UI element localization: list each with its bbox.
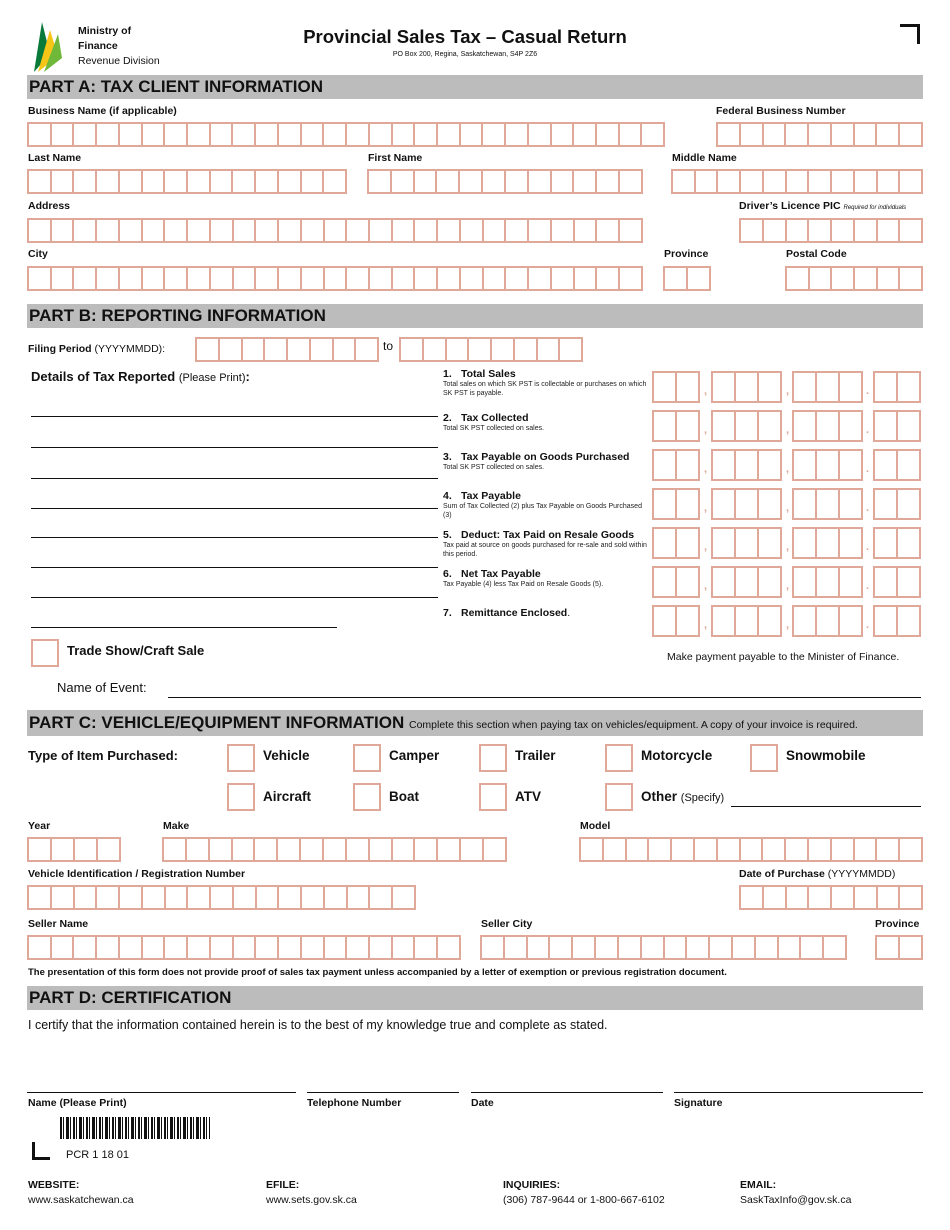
filing-period-end-input[interactable] — [399, 337, 583, 362]
seller-name-label: Seller Name — [28, 918, 89, 930]
other-specify-line[interactable] — [731, 806, 921, 807]
details-line-4[interactable] — [31, 508, 438, 509]
comma-sep: , — [704, 424, 708, 436]
details-line-8[interactable] — [31, 627, 337, 628]
business-name-input[interactable] — [27, 122, 665, 147]
email-heading: EMAIL: — [740, 1179, 777, 1191]
dl-pic-label: Driver’s Licence PIC Required for individuals — [739, 200, 907, 212]
province-input[interactable] — [663, 266, 711, 291]
comma-sep: , — [704, 541, 708, 553]
decimal-sep: . — [866, 424, 870, 436]
date-of-purchase-input[interactable] — [739, 885, 923, 910]
middle-name-input[interactable] — [671, 169, 923, 194]
signature-line[interactable] — [674, 1092, 923, 1093]
comma-sep: , — [786, 541, 790, 553]
seller-province-label: Province — [875, 918, 920, 930]
vehicle-label: Vehicle — [263, 748, 310, 763]
boat-label: Boat — [389, 789, 419, 804]
first-name-input[interactable] — [367, 169, 643, 194]
item-tax-payable-goods: 3. Tax Payable on Goods Purchased Total SK PST collected on sales. — [443, 451, 630, 471]
signature-label: Signature — [674, 1097, 723, 1109]
dl-pic-input[interactable] — [739, 218, 923, 243]
ministry-name: Ministry of Finance — [78, 25, 132, 52]
remittance-cents[interactable] — [873, 605, 921, 637]
date-of-purchase-label: Date of Purchase (YYYYMMDD) — [739, 868, 896, 880]
comma-sep: , — [704, 580, 708, 592]
item-tax-paid-resale: 5. Deduct: Tax Paid on Resale Goods Tax paid at source on goods purchased for re-sale and sold within this period. — [443, 529, 647, 558]
name-line[interactable] — [27, 1092, 296, 1093]
form-address: PO Box 200, Regina, Saskatchewan, S4P 2Z6 — [392, 51, 538, 58]
decimal-sep: . — [866, 541, 870, 553]
trade-show-label: Trade Show/Craft Sale — [67, 643, 205, 658]
website-link[interactable]: www.saskatchewan.ca — [28, 1194, 134, 1206]
tax-collected-amount[interactable] — [792, 410, 863, 442]
comma-sep: , — [786, 424, 790, 436]
model-label: Model — [580, 820, 611, 832]
address-input[interactable] — [27, 218, 643, 243]
filing-period-label: Filing Period (YYYYMMDD): — [28, 343, 166, 355]
form-code: PCR 1 18 01 — [66, 1149, 129, 1161]
item-tax-payable: 4. Tax Payable Sum of Tax Collected (2) plus Tax Payable on Goods Purchased (3) — [443, 490, 642, 519]
resale-tax-cents[interactable] — [873, 527, 921, 559]
item-net-tax-payable: 6. Net Tax Payable Tax Payable (4) less Tax Paid on Resale Goods (5). — [443, 568, 604, 588]
efile-link[interactable]: www.sets.gov.sk.ca — [266, 1194, 357, 1206]
tax-payable-amount[interactable] — [652, 488, 700, 520]
disclaimer: The presentation of this form does not provide proof of sales tax payment unless accompanied by a letter of exemption or previous registration document. — [28, 967, 727, 978]
comma-sep: , — [786, 385, 790, 397]
barcode — [60, 1117, 210, 1139]
part-b-header: PART B: REPORTING INFORMATION — [27, 304, 923, 328]
other-label: Other (Specify) — [641, 789, 725, 804]
part-d-header: PART D: CERTIFICATION — [27, 986, 923, 1010]
payable-note: Make payment payable to the Minister of Finance. — [667, 651, 900, 663]
snowmobile-checkbox[interactable] — [750, 744, 778, 772]
comma-sep: , — [704, 385, 708, 397]
corner-mark-top — [900, 24, 920, 44]
resale-tax-amount[interactable] — [792, 527, 863, 559]
tax-payable-goods-amount[interactable] — [711, 449, 782, 481]
aircraft-checkbox[interactable] — [227, 783, 255, 811]
motorcycle-checkbox[interactable] — [605, 744, 633, 772]
make-input[interactable] — [162, 837, 507, 862]
inquiries-phone: (306) 787-9644 or 1-800-667-6102 — [503, 1194, 665, 1206]
details-heading: Details of Tax Reported (Please Print): — [31, 369, 250, 384]
camper-checkbox[interactable] — [353, 744, 381, 772]
make-label: Make — [163, 820, 190, 832]
event-name-line[interactable] — [168, 697, 921, 698]
certification-statement: I certify that the information contained herein is to the best of my knowledge true and complete as stated. — [28, 1018, 608, 1032]
tax-payable-amount[interactable] — [792, 488, 863, 520]
remittance-amount[interactable] — [792, 605, 863, 637]
vin-input[interactable] — [27, 885, 416, 910]
snowmobile-label: Snowmobile — [786, 748, 866, 763]
filing-period-start-input[interactable] — [195, 337, 379, 362]
form-title: Provincial Sales Tax – Casual Return — [303, 26, 627, 47]
net-tax-amount[interactable] — [792, 566, 863, 598]
tax-collected-amount[interactable] — [652, 410, 700, 442]
corner-mark-bottom — [32, 1142, 50, 1160]
net-tax-cents[interactable] — [873, 566, 921, 598]
tax-collected-amount[interactable] — [711, 410, 782, 442]
seller-name-input[interactable] — [27, 935, 461, 960]
other-checkbox[interactable] — [605, 783, 633, 811]
tax-payable-amount[interactable] — [711, 488, 782, 520]
total-sales-amount[interactable] — [652, 371, 700, 403]
details-line-2[interactable] — [31, 447, 438, 448]
address-label: Address — [28, 200, 71, 212]
comma-sep: , — [704, 463, 708, 475]
details-line-3[interactable] — [31, 478, 438, 479]
resale-tax-amount[interactable] — [711, 527, 782, 559]
net-tax-amount[interactable] — [711, 566, 782, 598]
trailer-checkbox[interactable] — [479, 744, 507, 772]
comma-sep: , — [704, 619, 708, 631]
seller-city-input[interactable] — [480, 935, 847, 960]
date-label: Date — [471, 1097, 494, 1109]
city-label: City — [28, 248, 48, 260]
boat-checkbox[interactable] — [353, 783, 381, 811]
fbn-label: Federal Business Number — [716, 105, 846, 117]
comma-sep: , — [786, 502, 790, 514]
date-line[interactable] — [471, 1092, 663, 1093]
tax-payable-goods-amount[interactable] — [652, 449, 700, 481]
saskatchewan-logo — [28, 20, 72, 74]
atv-label: ATV — [515, 789, 541, 804]
item-remittance-enclosed: 7. Remittance Enclosed. — [443, 607, 571, 619]
fbn-input[interactable] — [716, 122, 923, 147]
postal-code-label: Postal Code — [786, 248, 847, 260]
part-c-header: PART C: VEHICLE/EQUIPMENT INFORMATION Complete this section when paying tax on vehicles/equipment. A copy of your invoice is required. — [27, 710, 923, 736]
inquiries-heading: INQUIRIES: — [503, 1179, 561, 1191]
province-label: Province — [664, 248, 709, 260]
type-of-item-label: Type of Item Purchased: — [28, 748, 179, 763]
tax-payable-goods-cents[interactable] — [873, 449, 921, 481]
details-line-6[interactable] — [31, 567, 438, 568]
name-print-label: Name (Please Print) — [28, 1097, 127, 1109]
year-input[interactable] — [27, 837, 121, 862]
total-sales-amount[interactable] — [792, 371, 863, 403]
website-heading: WEBSITE: — [28, 1179, 80, 1191]
decimal-sep: . — [866, 463, 870, 475]
vehicle-checkbox[interactable] — [227, 744, 255, 772]
event-name-label: Name of Event: — [57, 680, 147, 695]
comma-sep: , — [704, 502, 708, 514]
last-name-input[interactable] — [27, 169, 347, 194]
email-link[interactable]: SaskTaxInfo@gov.sk.ca — [740, 1194, 852, 1206]
total-sales-amount[interactable] — [711, 371, 782, 403]
model-input[interactable] — [579, 837, 923, 862]
efile-heading: EFILE: — [266, 1179, 300, 1191]
remittance-amount[interactable] — [711, 605, 782, 637]
aircraft-label: Aircraft — [263, 789, 312, 804]
middle-name-label: Middle Name — [672, 152, 737, 164]
tax-payable-goods-amount[interactable] — [792, 449, 863, 481]
details-line-7[interactable] — [31, 597, 438, 598]
last-name-label: Last Name — [28, 152, 82, 164]
trade-show-checkbox[interactable] — [31, 639, 59, 667]
camper-label: Camper — [389, 748, 440, 763]
comma-sep: , — [786, 580, 790, 592]
tax-collected-cents[interactable] — [873, 410, 921, 442]
city-input[interactable] — [27, 266, 643, 291]
telephone-line[interactable] — [307, 1092, 459, 1093]
postal-code-input[interactable] — [785, 266, 923, 291]
resale-tax-amount[interactable] — [652, 527, 700, 559]
to-label: to — [383, 339, 394, 353]
year-label: Year — [28, 820, 51, 832]
motorcycle-label: Motorcycle — [641, 748, 713, 763]
first-name-label: First Name — [368, 152, 423, 164]
comma-sep: , — [786, 463, 790, 475]
seller-province-input[interactable] — [875, 935, 923, 960]
decimal-sep: . — [866, 502, 870, 514]
tax-payable-cents[interactable] — [873, 488, 921, 520]
atv-checkbox[interactable] — [479, 783, 507, 811]
total-sales-cents[interactable] — [873, 371, 921, 403]
division-name: Revenue Division — [78, 55, 160, 67]
telephone-label: Telephone Number — [307, 1097, 402, 1109]
item-tax-collected: 2. Tax Collected Total SK PST collected on sales. — [443, 412, 545, 432]
item-total-sales: 1. Total Sales Total sales on which SK PST is collectable or purchases on which SK PST is payable. — [443, 368, 647, 397]
decimal-sep: . — [866, 385, 870, 397]
trailer-label: Trailer — [515, 748, 556, 763]
business-name-label: Business Name (if applicable) — [28, 105, 177, 117]
seller-city-label: Seller City — [481, 918, 533, 930]
remittance-amount[interactable] — [652, 605, 700, 637]
details-line-5[interactable] — [31, 537, 438, 538]
decimal-sep: . — [866, 619, 870, 631]
part-a-header: PART A: TAX CLIENT INFORMATION — [27, 75, 923, 99]
net-tax-amount[interactable] — [652, 566, 700, 598]
vin-label: Vehicle Identification / Registration Number — [28, 868, 246, 880]
decimal-sep: . — [866, 580, 870, 592]
details-line-1[interactable] — [31, 416, 438, 417]
comma-sep: , — [786, 619, 790, 631]
